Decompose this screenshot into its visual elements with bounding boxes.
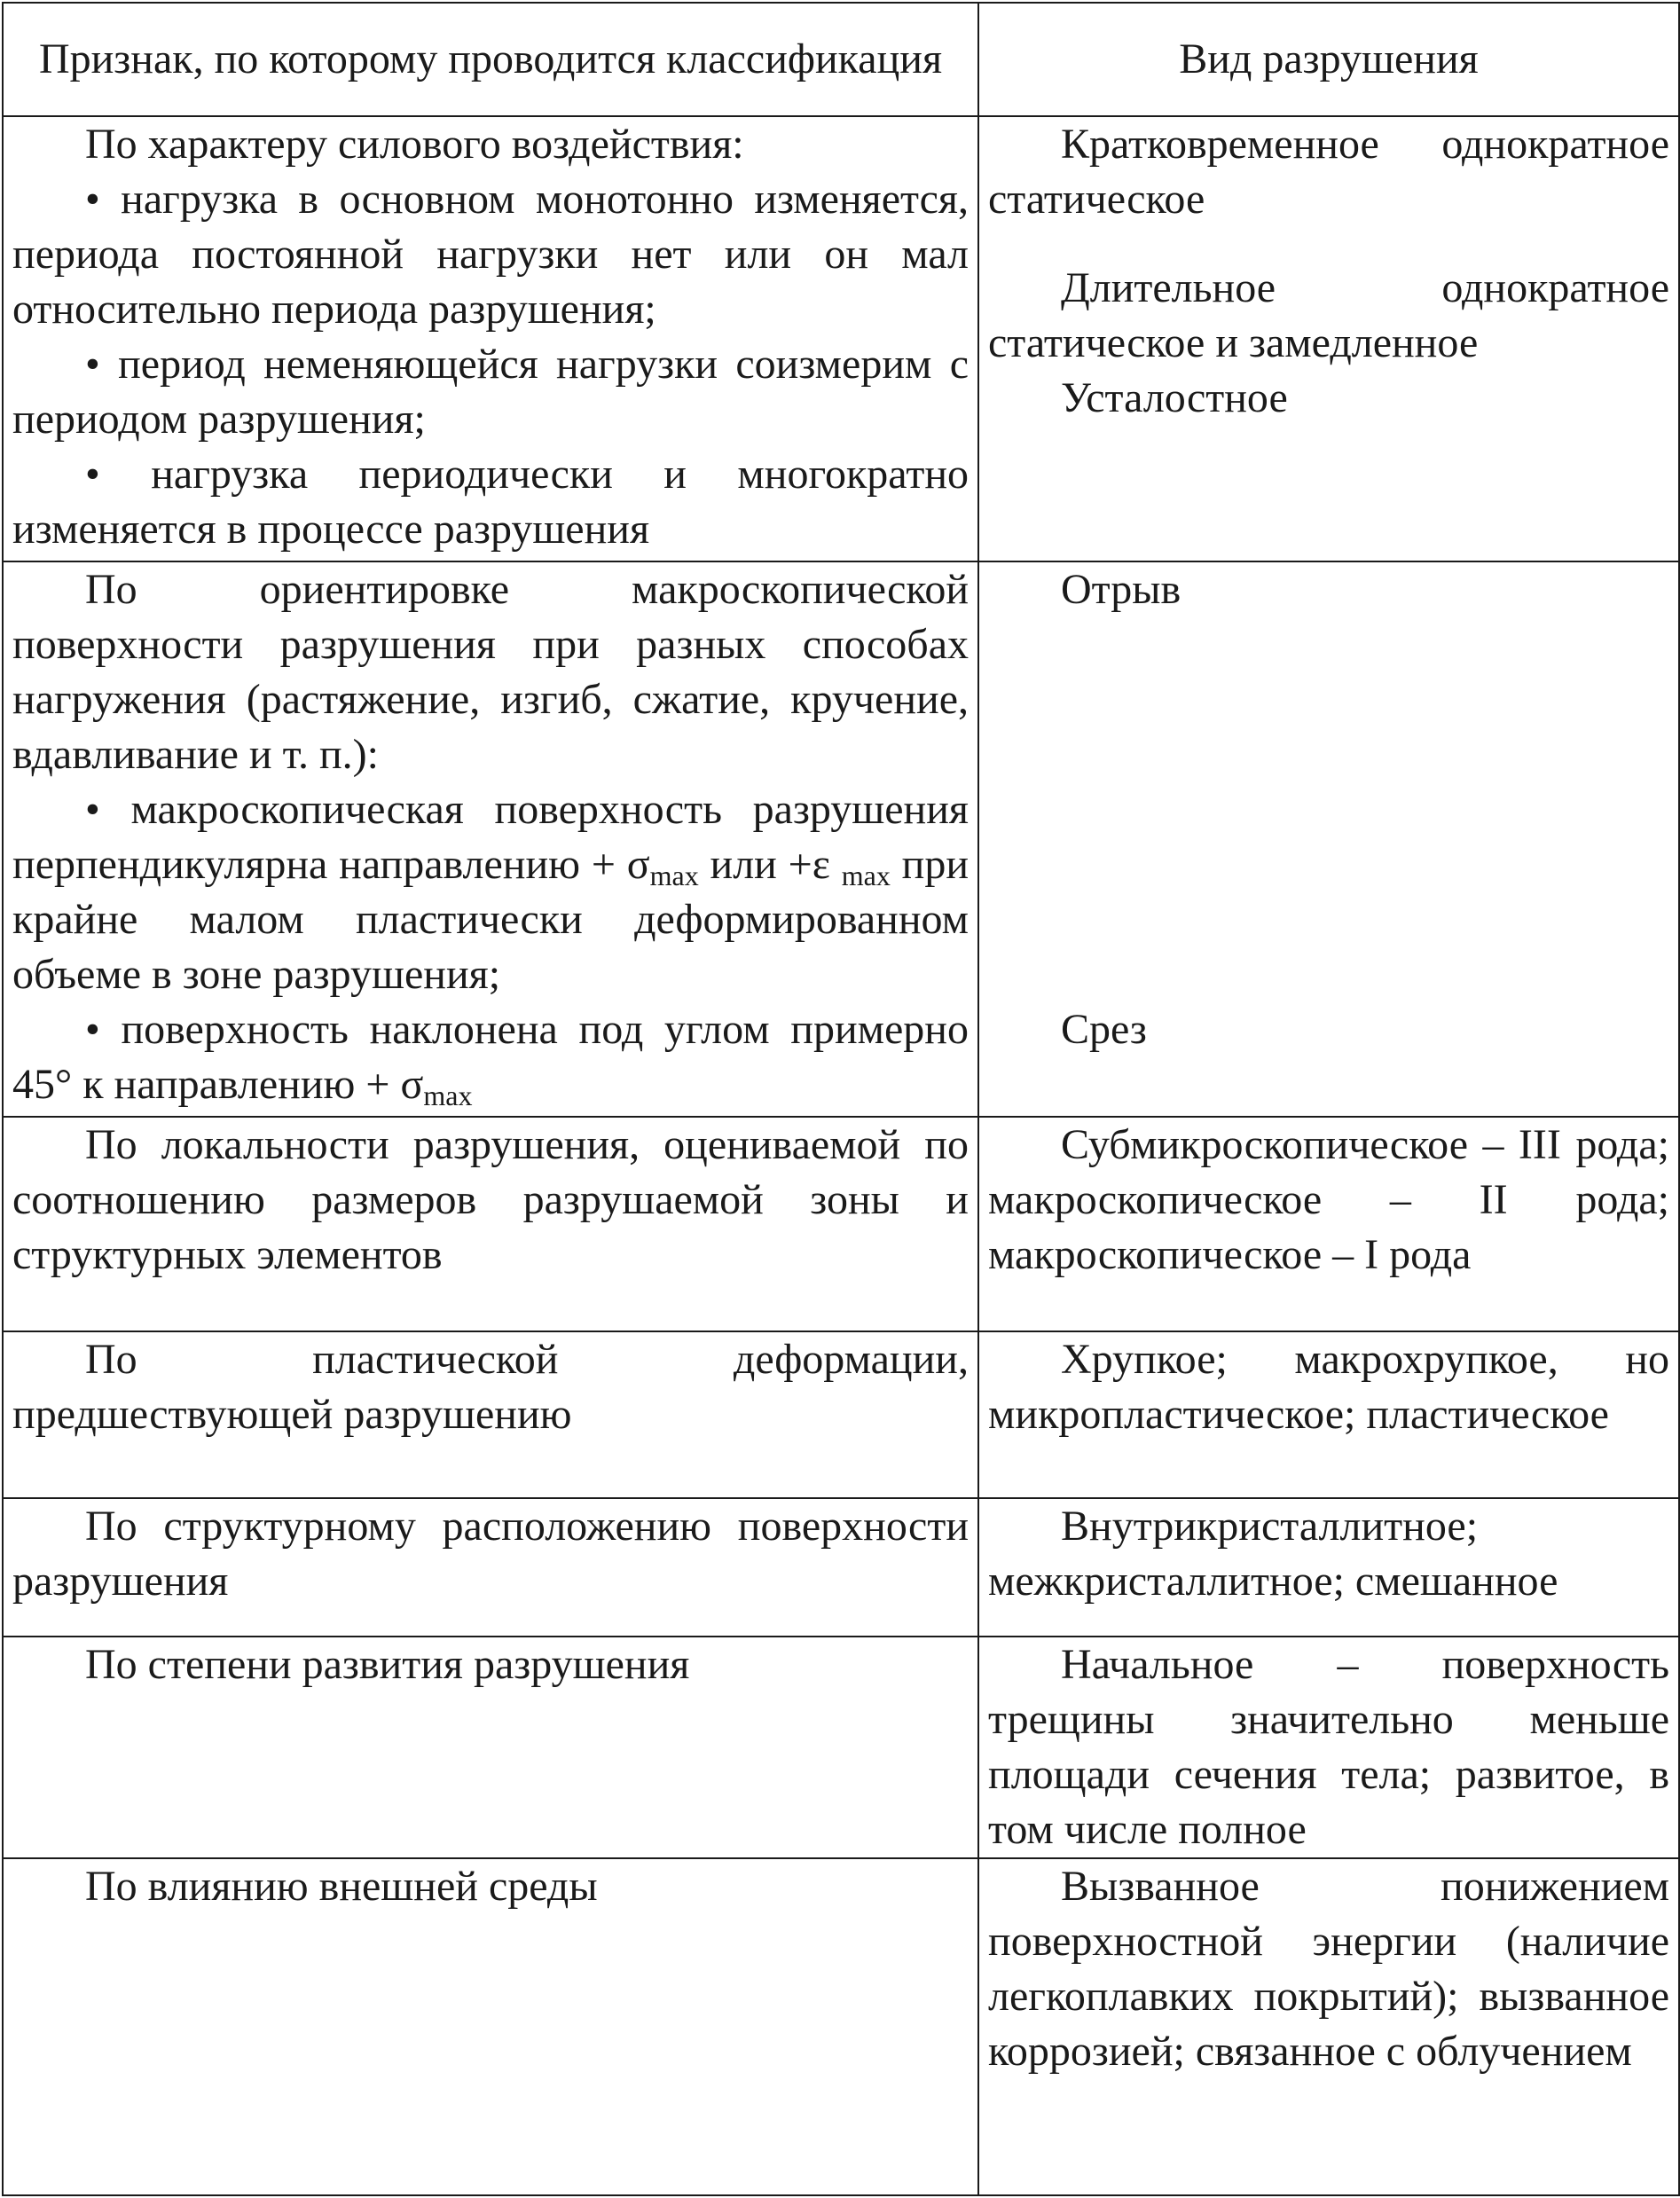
criterion-bullet (12, 1002, 969, 1112)
table-row (3, 1331, 1679, 1498)
criterion-bullet: • нагрузка в основном монотонно изменяется, периода постоянной нагрузки нет или он мал относительно периода разрушения; (12, 176, 969, 333)
fracture-type-text: Отрыв (1061, 566, 1181, 613)
fracture-type-text: Срез (1061, 1006, 1147, 1053)
fracture-type-text: Усталостное (1061, 374, 1288, 421)
fracture-type-cell (978, 1498, 1679, 1637)
criterion-bullet-text: или +ε (698, 841, 842, 888)
criterion-text: По характеру силового воздействия: (85, 121, 744, 168)
table-row (3, 116, 1679, 561)
criterion-cell (3, 1858, 978, 2195)
criterion-bullet: • период неменяющейся нагрузки соизмерим с периодом разрушения; (12, 341, 969, 443)
criterion-text: По пластической деформации, предшествующей разрушению (12, 1336, 969, 1438)
fracture-type-cell (978, 1117, 1679, 1331)
fracture-type-text: Вызванное понижением поверхностной энергии (наличие легкоплавких покрытий); вызванное коррозией; связанное с облучением (988, 1863, 1669, 2075)
table-row (3, 1858, 1679, 2195)
fracture-type-text: Внутрикристаллитное; межкристаллитное; смешанное (988, 1503, 1558, 1605)
criterion-cell (3, 1331, 978, 1498)
criterion-bullet (12, 782, 969, 1002)
subscript-max: max (423, 1079, 473, 1111)
fracture-type-cell (978, 561, 1679, 1117)
header-criterion: Признак, по которому проводится классификация (3, 3, 978, 116)
criterion-text: По влиянию внешней среды (85, 1863, 598, 1910)
criterion-cell (3, 1498, 978, 1637)
fracture-type-cell (978, 1637, 1679, 1858)
fracture-type-cell (978, 1331, 1679, 1498)
criterion-text: По степени развития разрушения (85, 1641, 690, 1688)
criterion-bullet-text: • поверхность наклонена под углом примерно 45° к направлению + σ (12, 1006, 969, 1108)
subscript-max: max (649, 860, 699, 891)
criterion-text: По ориентировке макроскопической поверхности разрушения при разных способах нагружения (растяжение, изгиб, сжатие, кручение, вдавливание и т. п.): (12, 566, 969, 778)
table-row (3, 1498, 1679, 1637)
criterion-text: По локальности разрушения, оцениваемой по соотношению размеров разрушаемой зоны и структурных элементов (12, 1121, 969, 1278)
fracture-type-text: Кратковременное однократное статическое (988, 121, 1669, 223)
table-row (3, 561, 1679, 1117)
fracture-type-cell (978, 116, 1679, 561)
table-row (3, 1117, 1679, 1331)
criterion-bullet-text: • макроскопическая поверхность разрушения перпендикулярна направлению + σ (12, 786, 969, 888)
criterion-bullet-text: при крайне малом пластически деформированном объеме в зоне разрушения; (12, 841, 970, 998)
criterion-text: По структурному расположению поверхности разрушения (12, 1503, 969, 1605)
table-header-row (3, 3, 1679, 116)
fracture-classification-table (2, 2, 1680, 2196)
criterion-cell (3, 561, 978, 1117)
fracture-type-text: Хрупкое; макрохрупкое, но микропластическое; пластическое (988, 1336, 1669, 1438)
header-fracture-type: Вид разрушения (978, 3, 1679, 116)
fracture-type-cell (978, 1858, 1679, 2195)
subscript-max: max (841, 860, 891, 891)
table-row (3, 1637, 1679, 1858)
criterion-cell (3, 1637, 978, 1858)
criterion-cell (3, 1117, 978, 1331)
criterion-bullet: • нагрузка периодически и многократно изменяется в процессе разрушения (12, 451, 969, 553)
fracture-type-text: Субмикроскопическое – III рода; макроскопическое – II рода; макроскопическое – I рода (988, 1121, 1669, 1278)
fracture-type-text: Длительное однократное статическое и замедленное (988, 264, 1669, 366)
criterion-cell (3, 116, 978, 561)
fracture-type-text: Начальное – поверхность трещины значительно меньше площади сечения тела; развитое, в том числе полное (988, 1641, 1669, 1853)
